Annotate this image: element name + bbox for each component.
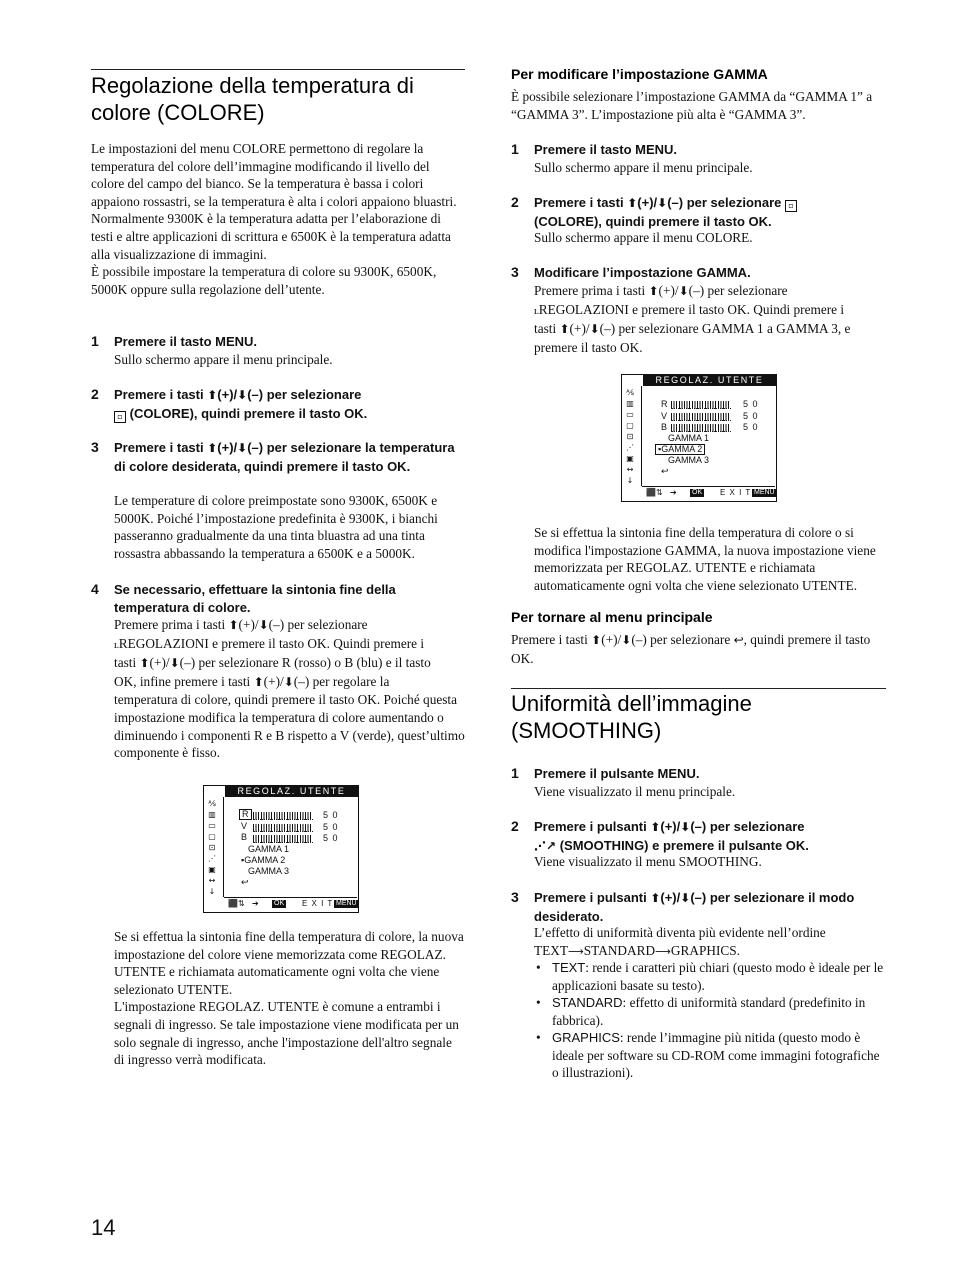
- step-number: 2: [511, 818, 519, 834]
- step-body: Premere prima i tasti ⬆(+)/⬇(–) per selezionare ʟREGOLAZIONI e premere il tasto OK. Quindi premere i tasti ⬆(+)/⬇(–) per selezionare GAMMA 1 a GAMMA 3, e premere il tasto OK.: [534, 283, 851, 355]
- osd-title: REGOLAZ. UTENTE: [643, 375, 776, 386]
- updown-icon: ⬛⇅: [646, 488, 663, 497]
- step-heading: Premere il tasto MENU.: [114, 334, 258, 349]
- step-heading: Premere il tasto MENU.: [534, 142, 678, 157]
- osd-row-label: B: [241, 832, 248, 842]
- osd-gamma-option: GAMMA 3: [668, 455, 710, 465]
- osd-slider: [253, 812, 313, 820]
- regolazioni-icon: ʟ: [114, 638, 119, 651]
- osd-exit: E X I T: [302, 899, 334, 908]
- osd-row-label: R: [661, 399, 668, 409]
- osd-slider: [253, 824, 313, 832]
- geometry-icon: ▥: [208, 810, 216, 819]
- down-arrow-icon: ⬇: [283, 674, 294, 689]
- step-body: Sullo schermo appare il menu principale.: [114, 352, 333, 367]
- step-heading: Se necessario, effettuare la sintonia fine della temperatura di colore.: [114, 582, 396, 615]
- osd-row-value: 5 0: [323, 810, 339, 820]
- colore-icon: ▫: [114, 411, 126, 423]
- step-heading: Premere i tasti ⬆(+)/⬇(–) per selezionare la temperatura di colore desiderata, quindi premere il tasto OK.: [114, 440, 455, 474]
- down-arrow-icon: ⬇: [680, 820, 691, 834]
- osd-menu-illustration: [203, 785, 359, 913]
- osd-exit: E X I T: [720, 488, 752, 497]
- section-title-smoothing: Uniformità dell’immagine (SMOOTHING): [511, 691, 752, 743]
- step-heading: Premere il pulsante MENU.: [534, 766, 700, 781]
- step-number: 3: [511, 264, 519, 280]
- step-heading: Premere i pulsanti ⬆(+)/⬇(–) per selezionare il modo desiderato.: [534, 890, 855, 924]
- convergence-icon: ▢: [626, 421, 634, 430]
- osd-footer: [642, 486, 775, 500]
- down-arrow-icon: ↓: [626, 476, 634, 485]
- osd-gamma-option: GAMMA 3: [248, 866, 290, 876]
- title-rule: [91, 69, 465, 70]
- gamma-intro: È possibile selezionare l’impostazione GAMMA da “GAMMA 1” a “GAMMA 3”. L’impostazione più alta è “GAMMA 3”.: [511, 89, 873, 122]
- osd-row-label: V: [661, 411, 668, 421]
- osd-slider: [671, 424, 731, 432]
- up-arrow-icon: ⬆: [650, 891, 661, 905]
- right-arrow-icon: ➔: [252, 899, 259, 908]
- osd-side-icons: [203, 797, 224, 897]
- down-arrow-icon: ↓: [208, 887, 216, 896]
- down-arrow-icon: ⬇: [169, 656, 180, 671]
- input-icon: ↔: [626, 465, 634, 474]
- osd-row-label: B: [661, 422, 668, 432]
- step-body: Sullo schermo appare il menu principale.: [534, 160, 753, 175]
- up-arrow-icon: ⬆: [207, 441, 218, 455]
- osd-menu-key: MENU: [336, 900, 357, 907]
- step-heading: Modificare l’impostazione GAMMA.: [534, 265, 751, 280]
- down-arrow-icon: ⬇: [621, 633, 632, 647]
- bullet-text: • TEXT: rende i caratteri più chiari (questo modo è ideale per le applicazioni basate su testo).: [536, 960, 884, 993]
- up-arrow-icon: ⬆: [591, 633, 602, 647]
- osd-gamma-option: ▪GAMMA 2: [655, 444, 705, 455]
- up-arrow-icon: ⬆: [650, 820, 661, 834]
- step-number: 2: [91, 386, 99, 402]
- bullet-standard: • STANDARD: effetto di uniformità standard (predefinito in fabbrica).: [536, 995, 866, 1028]
- osd-gamma-option: GAMMA 1: [668, 433, 710, 443]
- right-arrow-icon: ➔: [670, 488, 677, 497]
- return-heading: Per tornare al menu principale: [511, 609, 713, 625]
- gamma-heading: Per modificare l’impostazione GAMMA: [511, 66, 768, 82]
- after-text: [114, 928, 465, 1069]
- down-arrow-icon: ⬇: [237, 441, 248, 455]
- section-title-colore: Regolazione della temperatura di colore (COLORE): [91, 73, 414, 125]
- osd-row-value: 5 0: [743, 411, 759, 421]
- up-arrow-icon: ⬆: [648, 284, 659, 298]
- step-body: Le temperature di colore preimpostate sono 9300K, 6500K e 5000K. Poiché l’impostazione predefinita è 9300K, i bianchi passeranno gradualmente da una tinta bluastra ad una tinta rossastra abbassando la temperatura a 6500K e a 5000K.: [114, 493, 438, 561]
- return-text: Premere i tasti ⬆(+)/⬇(–) per selezionare ↩, quindi premere il tasto OK.: [511, 632, 871, 666]
- smoothing-icon: ⋰: [626, 443, 634, 452]
- up-arrow-icon: ⬆: [139, 656, 150, 671]
- osd-slider: [671, 401, 731, 409]
- step-number: 1: [511, 765, 519, 781]
- intro-paragraph: Normalmente 9300K è la temperatura adatta per l’elaborazione di testi e altre applicazioni di scrittura e 6500K è la temperatura adatta alla visualizzazione di immagini.: [91, 211, 451, 262]
- up-arrow-icon: ⬆: [559, 322, 570, 337]
- step-number: 2: [511, 194, 519, 210]
- osd-gamma-option: GAMMA 1: [248, 844, 290, 854]
- step-number: 4: [91, 581, 99, 597]
- step-body: L’effetto di uniformità diventa più evidente nell’ordine TEXT⟶STANDARD⟶GRAPHICS.: [534, 925, 826, 958]
- arrow-icon: ⟶: [655, 944, 671, 958]
- osd-ok: OK: [692, 489, 703, 496]
- osd-menu-illustration: [621, 374, 777, 502]
- updown-icon: ⬛⇅: [228, 899, 245, 908]
- osd-title: REGOLAZ. UTENTE: [225, 786, 358, 797]
- step-number: 3: [511, 889, 519, 905]
- step-body: Viene visualizzato il menu principale.: [534, 784, 736, 799]
- intro-paragraph: È possibile impostare la temperatura di colore su 9300K, 6500K, 5000K oppure sulla regolazione dell’utente.: [91, 264, 437, 297]
- intro-paragraph: Le impostazioni del menu COLORE permettono di regolare la temperatura del colore dell’immagine modificando il livello del colore del campo del bianco. Se la temperatura è bassa i colori appaiono rossastri, se la temperatura è alta i colori appaiono bluastri.: [91, 141, 457, 209]
- options-icon: ▣: [208, 865, 216, 874]
- colore-icon: ⊡: [626, 432, 634, 441]
- smoothing-icon: ⋰: [208, 854, 216, 863]
- geometry-icon: ▥: [626, 399, 634, 408]
- up-arrow-icon: ⬆: [253, 674, 264, 689]
- up-arrow-icon: ⬆: [228, 618, 239, 632]
- size-icon: ▭: [626, 410, 634, 419]
- convergence-icon: ▢: [208, 832, 216, 841]
- step-number: 3: [91, 439, 99, 455]
- osd-row-label: R: [239, 809, 252, 820]
- osd-row-value: 5 0: [743, 399, 759, 409]
- input-icon: ↔: [208, 876, 216, 885]
- options-icon: ▣: [626, 454, 634, 463]
- osd-gamma-option: ▪GAMMA 2: [241, 855, 286, 865]
- osd-footer: [224, 897, 357, 911]
- step-body: Premere prima i tasti ⬆(+)/⬇(–) per selezionare ʟREGOLAZIONI e premere il tasto OK. Quindi premere i tasti ⬆(+)/⬇(–) per selezionare R (rosso) o B (blu) e il tasto OK, infine premere i tasti ⬆(+)/⬇(–) per regolare la temperatura di colore, quindi premere il tasto OK. Poiché questa impostazione modifica la temperatura di colore aumentando o diminuendo i componenti R e B rispetto a V (verde), quest’ultimo componente è fisso.: [114, 617, 465, 761]
- step-number: 1: [511, 141, 519, 157]
- step-body: Viene visualizzato il menu SMOOTHING.: [534, 854, 762, 869]
- after-paragraph: L'impostazione REGOLAZ. UTENTE è comune a entrambi i segnali di ingresso. Se tale impostazione viene modificata per un solo segnale di ingresso, anche l'impostazione dell'altro segnale di ingresso verrà modificata.: [114, 999, 459, 1068]
- osd-ok: OK: [274, 900, 285, 907]
- regolazioni-icon: ʟ: [534, 304, 539, 317]
- down-arrow-icon: ⬇: [680, 891, 691, 905]
- step-body: Sullo schermo appare il menu COLORE.: [534, 230, 753, 245]
- up-arrow-icon: ⬆: [627, 196, 638, 210]
- page-number: 14: [91, 1215, 116, 1240]
- down-arrow-icon: ⬇: [589, 322, 600, 337]
- step-number: 1: [91, 333, 99, 349]
- down-arrow-icon: ⬇: [678, 284, 689, 298]
- step-heading: Premere i tasti ⬆(+)/⬇(–) per selezionare ▫ (COLORE), quindi premere il tasto OK.: [534, 194, 886, 230]
- osd-side-icons: [621, 386, 642, 486]
- size-icon: ▭: [208, 821, 216, 830]
- osd-menu-key: MENU: [754, 489, 775, 496]
- title-rule: [511, 688, 886, 689]
- bullet-graphics: • GRAPHICS: rende l’immagine più nitida (questo modo è ideale per software su CD-ROM come immagini fotografiche o illustrazioni).: [536, 1030, 880, 1081]
- osd-row-label: V: [241, 821, 248, 831]
- up-arrow-icon: ⬆: [207, 388, 218, 402]
- return-icon: ↩: [241, 877, 249, 887]
- osd-slider: [671, 413, 731, 421]
- step-heading: Premere i pulsanti ⬆(+)/⬇(–) per selezionare ⋰↗ (SMOOTHING) e premere il pulsante OK.: [534, 819, 809, 853]
- arrow-icon: ⟶: [567, 944, 584, 958]
- down-arrow-icon: ⬇: [657, 196, 668, 210]
- osd-row-value: 5 0: [743, 422, 759, 432]
- return-icon: ↩: [733, 633, 744, 647]
- colore-icon: ▫: [785, 200, 797, 212]
- osd-row-value: 5 0: [323, 822, 339, 832]
- osd-row-value: 5 0: [323, 833, 339, 843]
- gamma-after-text: Se si effettua la sintonia fine della temperatura di colore o si modifica l'impostazione GAMMA, la nuova impostazione viene memorizzata per REGOLAZ. UTENTE e richiamata automaticamente ogni volta che viene selezionato UTENTE.: [534, 525, 876, 593]
- return-icon: ↩: [661, 466, 669, 476]
- brightness-icon: ⅍: [626, 388, 634, 397]
- smoothing-icon: ⋰↗: [534, 838, 557, 853]
- brightness-icon: ⅍: [208, 799, 216, 808]
- intro-text: [91, 140, 465, 298]
- down-arrow-icon: ⬇: [258, 618, 269, 632]
- after-paragraph: Se si effettua la sintonia fine della temperatura di colore, la nuova impostazione del colore viene memorizzata come REGOLAZ. UTENTE e richiamata automaticamente ogni volta che viene selezionato UTENTE.: [114, 929, 464, 997]
- down-arrow-icon: ⬇: [237, 388, 248, 402]
- step-heading: Premere i tasti ⬆(+)/⬇(–) per selezionare ▫ (COLORE), quindi premere il tasto OK.: [114, 387, 368, 421]
- osd-slider: [253, 835, 313, 843]
- colore-icon: ⊡: [208, 843, 216, 852]
